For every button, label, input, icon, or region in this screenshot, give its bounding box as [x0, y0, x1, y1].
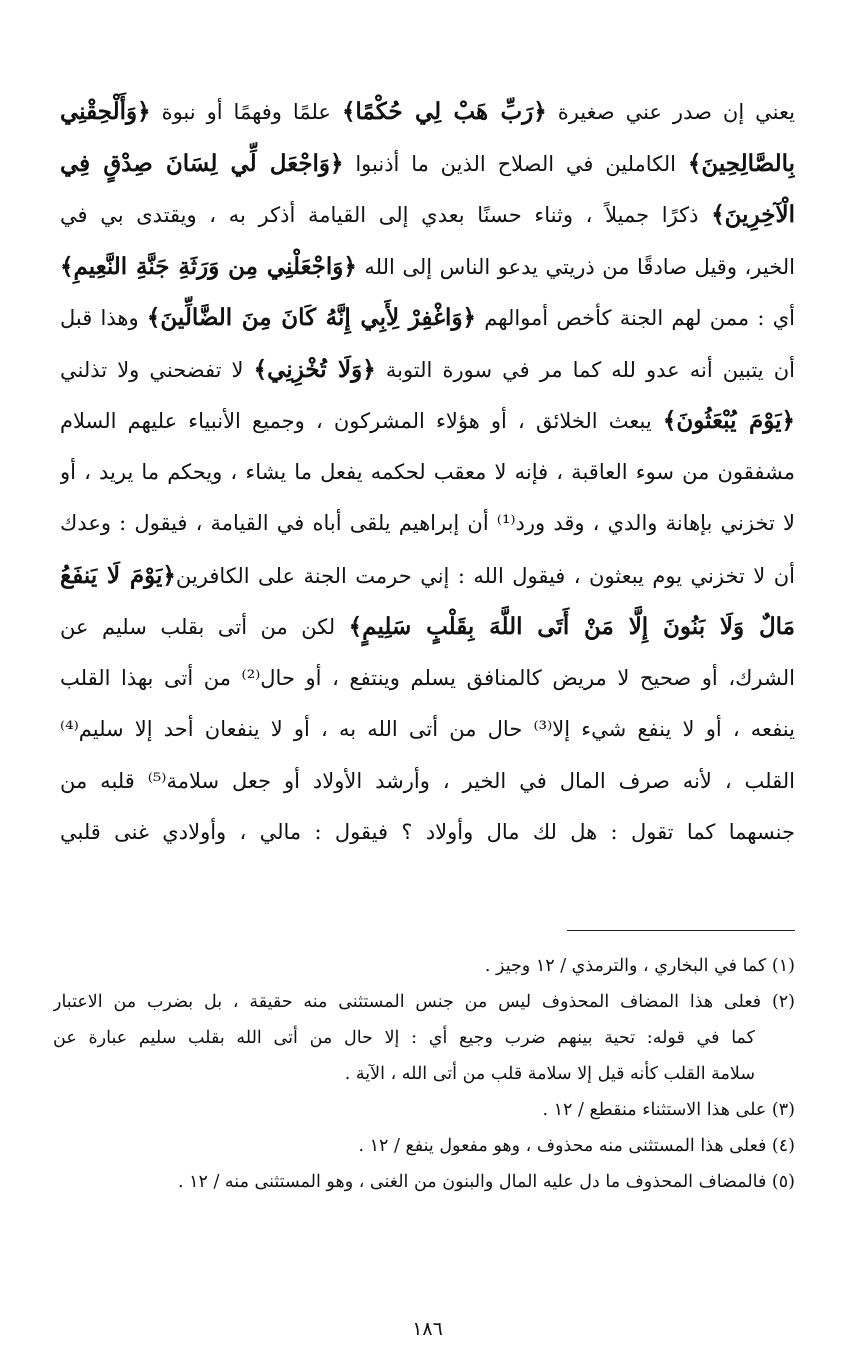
- footnote-line: (٢) فعلى هذا المضاف المحذوف ليس من جنس المستثنى منه حقيقة ، بل بضرب من الاعتبار: [53, 992, 795, 1012]
- text-segment: أي : ممن لهم الجنة كأخص أموالهم: [476, 306, 795, 330]
- quran-quote: ﴿وَلَا تُخْزِنِي﴾: [253, 355, 376, 383]
- text-segment: أن لا تخزني يوم يبعثون ، فيقول الله : إني حرمت الجنة على الكافرين: [175, 563, 795, 588]
- text-line: [60, 704, 795, 756]
- text-segment: الخير، وقيل صادقًا من ذريتي يدعو الناس إلى الله: [356, 254, 795, 279]
- text-segment: ذكرًا جميلاً ، وثناء حسنًا بعدي إلى القيامة أذكر به ، ويقتدى بي في: [60, 203, 712, 227]
- text-segment: الكاملين في الصلاح الذين ما أذنبوا: [343, 151, 688, 176]
- quran-quote: ﴿وَاجْعَلْنِي مِن وَرَثَةِ جَنَّةِ النَّعِيمِ﴾: [60, 252, 357, 280]
- footnote: [53, 1092, 795, 1128]
- footnote: [53, 1128, 795, 1164]
- text-line: [60, 241, 795, 293]
- text-segment: وهذا قبل: [60, 306, 147, 330]
- text-line: [60, 447, 795, 499]
- text-line: [60, 756, 795, 808]
- quran-quote: ﴿يَوْمَ يُبْعَثُونَ﴾: [662, 407, 795, 434]
- footnotes: [53, 948, 795, 1200]
- text-segment: علمًا وفهمًا أو نبوة: [150, 100, 342, 124]
- quran-quote: ﴿وَاجْعَل لِّي لِسَانَ صِدْقٍ فِي: [60, 149, 344, 177]
- footnote-line: كما في قوله: تحية بينهم ضرب وجيع أي : إلا حال من أتى الله بقلب سليم عبارة عن: [53, 1028, 755, 1048]
- main-text: [60, 86, 795, 859]
- footnote-line: (٣) على هذا الاستثناء منقطع / ١٢ .: [542, 1100, 795, 1120]
- text-line: [60, 653, 795, 705]
- page-number: ١٨٦: [412, 1318, 443, 1340]
- footnote-line: (٤) فعلى هذا المستثنى منه محذوف ، وهو مفعول ينفع / ١٢ .: [358, 1136, 795, 1156]
- quran-quote: مَالٌ وَلَا بَنُونَ إِلَّا مَنْ أَتَى اللَّهَ بِقَلْبٍ سَلِيمٍ﴾: [348, 613, 795, 640]
- text-segment: يبعث الخلائق ، أو هؤلاء المشركون ، وجميع الأنبياء عليهم السلام: [60, 409, 663, 433]
- text-segment: مشفقون من سوء العاقبة ، فإنه لا معقب لحكمه يفعل ما يشاء ، ويحكم ما يريد ، أو: [60, 459, 795, 484]
- quran-quote: بِالصَّالِحِينَ﴾: [687, 149, 795, 177]
- text-segment: أن يتبين أنه عدو لله كما مر في سورة التوبة: [375, 357, 795, 382]
- quran-quote: ﴿يَوْمَ لَا يَنفَعُ: [60, 561, 176, 589]
- text-segment: لكن من أتى بقلب سليم عن: [60, 615, 349, 639]
- footnote-line: (١) كما في البخاري ، والترمذي / ١٢ وجيز .: [484, 956, 795, 976]
- text-segment: لا تفضحني ولا تذلني: [60, 357, 254, 382]
- footnote-separator: [567, 930, 795, 931]
- footnote: [53, 984, 795, 1092]
- text-segment: جنسهما كما تقول : هل لك مال وأولاد ؟ فيقول : مالي ، وأولادي غنى قلبي: [60, 820, 795, 844]
- text-segment: يعني إن صدر عني صغيرة: [546, 100, 795, 124]
- text-segment: الشرك، أو صحيح لا مريض كالمنافق يسلم وينتفع ، أو حال⁽²⁾ من أتى بهذا القلب: [60, 665, 795, 690]
- footnote: [53, 1164, 795, 1200]
- text-line: [60, 601, 795, 653]
- text-line: [60, 138, 795, 190]
- text-line: [60, 550, 795, 602]
- footnote-line: (٥) فالمضاف المحذوف ما دل عليه المال والبنون من الغنى ، وهو المستثنى منه / ١٢ .: [177, 1172, 795, 1192]
- footnote: [53, 948, 795, 984]
- text-segment: لا تخزني بإهانة والدي ، وقد ورد⁽¹⁾ أن إبراهيم يلقى أباه في القيامة ، فيقول : وعدك: [60, 511, 795, 535]
- footnote-line: سلامة القلب كأنه قيل إلا سلامة قلب من أتى الله ، الآية .: [344, 1064, 755, 1084]
- text-line: [60, 344, 795, 396]
- text-segment: ينفعه ، أو لا ينفع شيء إلا⁽³⁾ حال من أتى الله به ، أو لا ينفعان أحد إلا سليم⁽⁴⁾: [60, 717, 795, 741]
- text-line: [60, 395, 795, 447]
- quran-quote: الْآخِرِينَ﴾: [711, 201, 795, 228]
- text-segment: القلب ، لأنه صرف المال في الخير ، وأرشد الأولاد أو جعل سلامة⁽⁵⁾ قلبه من: [60, 768, 795, 793]
- text-line: [60, 807, 795, 859]
- text-line: [60, 292, 795, 344]
- quran-quote: ﴿وَأَلْحِقْنِي: [60, 98, 151, 125]
- quran-quote: ﴿وَاغْفِرْ لِأَبِي إِنَّهُ كَانَ مِنَ الضَّالِّينَ﴾: [146, 304, 477, 331]
- text-line: [60, 86, 795, 138]
- quran-quote: ﴿رَبِّ هَبْ لِي حُكْمًا﴾: [341, 98, 547, 125]
- text-line: [60, 498, 795, 550]
- text-line: [60, 189, 795, 241]
